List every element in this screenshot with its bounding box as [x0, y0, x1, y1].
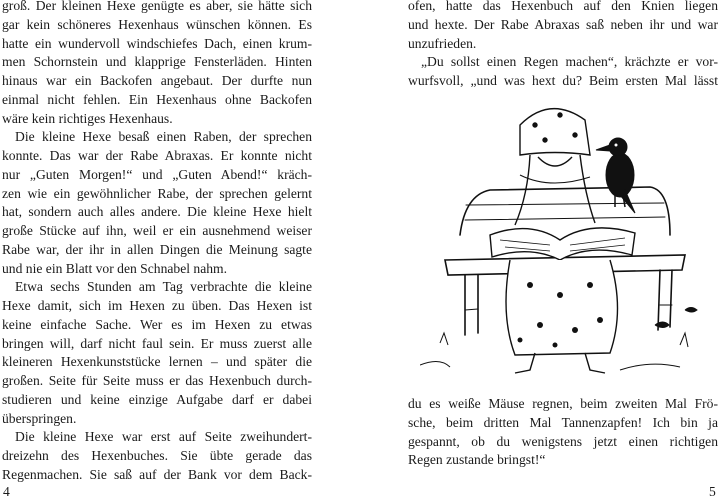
right-page-text-top [408, 0, 718, 91]
text-line: überspringen. [2, 410, 77, 426]
left-page-text [2, 0, 312, 485]
text-line: kleineren Hexenkunststücke lernen – und später die [2, 354, 312, 370]
text-line: sche, beim dritten Mal Tannenzapfen! Ich bin ja [408, 414, 718, 430]
text-line: bringen will, darf nicht faul sein. Er muss zuerst alle [2, 335, 312, 351]
paragraph [2, 0, 312, 128]
text-line: Regenmachen. Sie saß auf der Bank vor dem Back- [2, 466, 312, 482]
text-line: und nie ein Blatt vor den Schnabel nahm. [2, 260, 228, 276]
text-line: groß. Der kleinen Hexe genügte es aber, sie hätte sich [2, 0, 312, 13]
text-line: nur „Guten Morgen!“ und „Guten Abend!“ kräch- [2, 166, 312, 182]
text-line: unzufrieden. [408, 35, 477, 51]
text-line: Rabe war, der ihr in allen Dingen die Meinung sagte [2, 241, 312, 257]
paragraph [408, 53, 718, 91]
text-line: konnte. Das war der Rabe Abraxas. Er konnte nicht [2, 148, 312, 163]
paragraph [408, 395, 718, 470]
text-line: hinaus war ein Backofen angebaut. Der durfte nun [2, 73, 312, 88]
text-line: wäre kein richtiges Hexenhaus. [2, 110, 173, 126]
text-line: gespannt, ob du wenigstens jetzt einen richtigen [408, 433, 718, 449]
right-page-text-bottom [408, 395, 718, 470]
text-line: du es weiße Mäuse regnen, beim zweiten Mal Frö- [408, 396, 718, 411]
text-line: Die kleine Hexe besaß einen Raben, der sprechen [15, 129, 312, 145]
text-line: ofen, hatte das Hexenbuch auf den Knien liegen [408, 0, 718, 13]
text-line: hat, sondern auch alles andere. Die kleine Hexe hielt [2, 204, 312, 220]
text-line: wurfsvoll, „und was hext du? Beim ersten Mal lässt [408, 73, 718, 88]
text-line: hatte ein wundervoll windschiefes Dach, einen krum- [2, 35, 312, 51]
text-line: men Schornstein und klapprige Fensterläden. Hinten [2, 54, 312, 70]
text-line: „Du sollst einen Regen machen“, krächzte er vor- [421, 54, 718, 70]
text-line: Hexe damit, sich im Hexen zu üben. Das Hexen ist [2, 298, 312, 313]
text-line: und hexte. Der Rabe Abraxas saß neben ihr und war [408, 16, 718, 32]
paragraph [2, 428, 312, 484]
text-line: dreizehn des Hexenbuches. Sie übte gerade das [2, 448, 312, 463]
text-line: Etwa sechs Stunden am Tag verbrachte die kleine [15, 279, 312, 295]
text-line: Regen zustande bringst!“ [408, 452, 546, 468]
raven-figure [596, 138, 635, 213]
witch-on-bench-illustration [420, 95, 710, 380]
text-line: Die kleine Hexe war erst auf Seite zweihundert- [15, 429, 312, 445]
text-line: großen. Seite für Seite muss er das Hexenbuch durch- [2, 373, 312, 388]
page-number-left: 4 [3, 484, 10, 499]
text-line: einmal nicht fehlen. Ein Hexenhaus ohne Backofen [2, 91, 312, 107]
text-line: keine einfache Sache. Wer es im Hexen zu etwas [2, 316, 312, 332]
paragraph [2, 128, 312, 278]
page-number-right: 5 [709, 484, 716, 499]
paragraph [2, 278, 312, 428]
text-line: große Stücke auf ihn, weil er ein ausnehmend weiser [2, 223, 312, 238]
text-line: studieren und keine einzige Aufgabe darf er dabei [2, 391, 312, 407]
text-line: gar kein schöneres Hexenhaus wünschen können. Es [2, 16, 312, 32]
paragraph [408, 0, 718, 53]
text-line: zen wie ein gewöhnlicher Rabe, der sprechen gelernt [2, 185, 312, 201]
